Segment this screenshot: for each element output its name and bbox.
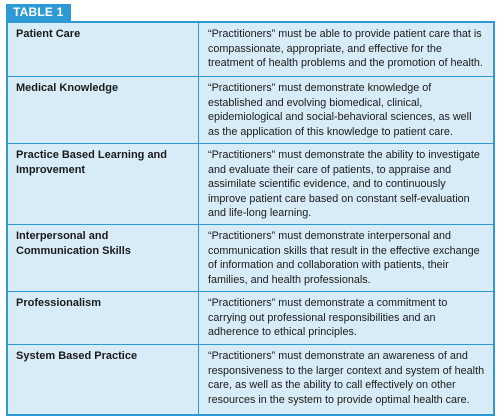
competency-description: “Practitioners” must be able to provide patient care that is compassionate, appropriate, and effective for the treatment of health problems and the promotion of health. [198, 23, 493, 76]
competency-name: Practice Based Learning and Improvement [16, 149, 167, 176]
table-row [8, 76, 493, 143]
table-row [8, 344, 493, 414]
table-row [8, 143, 493, 224]
competency-name: Interpersonal and Communication Skills [16, 230, 131, 257]
table-row [8, 291, 493, 344]
competency-name: System Based Practice [16, 350, 138, 362]
competency-description: “Practitioners” must demonstrate interpersonal and communication skills that result in the effective exchange of information and collaboration with patients, their families, and health professionals. [198, 225, 493, 291]
competency-name: Professionalism [16, 297, 101, 309]
competency-description: “Practitioners” must demonstrate the ability to investigate and evaluate their care of patients, to appraise and assimilate scientific evidence, and to continuously improve patient care based on constant self-evaluation and life-long learning. [198, 144, 493, 224]
competency-description: “Practitioners” must demonstrate a commitment to carrying out professional responsibilities and an adherence to ethical principles. [198, 292, 493, 344]
competency-description: “Practitioners” must demonstrate knowledge of established and evolving biomedical, clinical, epidemiological and social-behavioral sciences, as well as the application of this knowledge to patient care. [198, 77, 493, 143]
table-label: TABLE 1 [6, 4, 71, 21]
competency-table [6, 21, 495, 416]
table-row [8, 224, 493, 291]
competency-name: Patient Care [16, 28, 81, 40]
competency-description: “Practitioners” must demonstrate an awareness of and responsiveness to the larger context and system of health care, as well as the ability to call effectively on other resources in the system to provide optimal health care. [198, 345, 493, 414]
table-row [8, 23, 493, 76]
competency-name: Medical Knowledge [16, 82, 119, 94]
